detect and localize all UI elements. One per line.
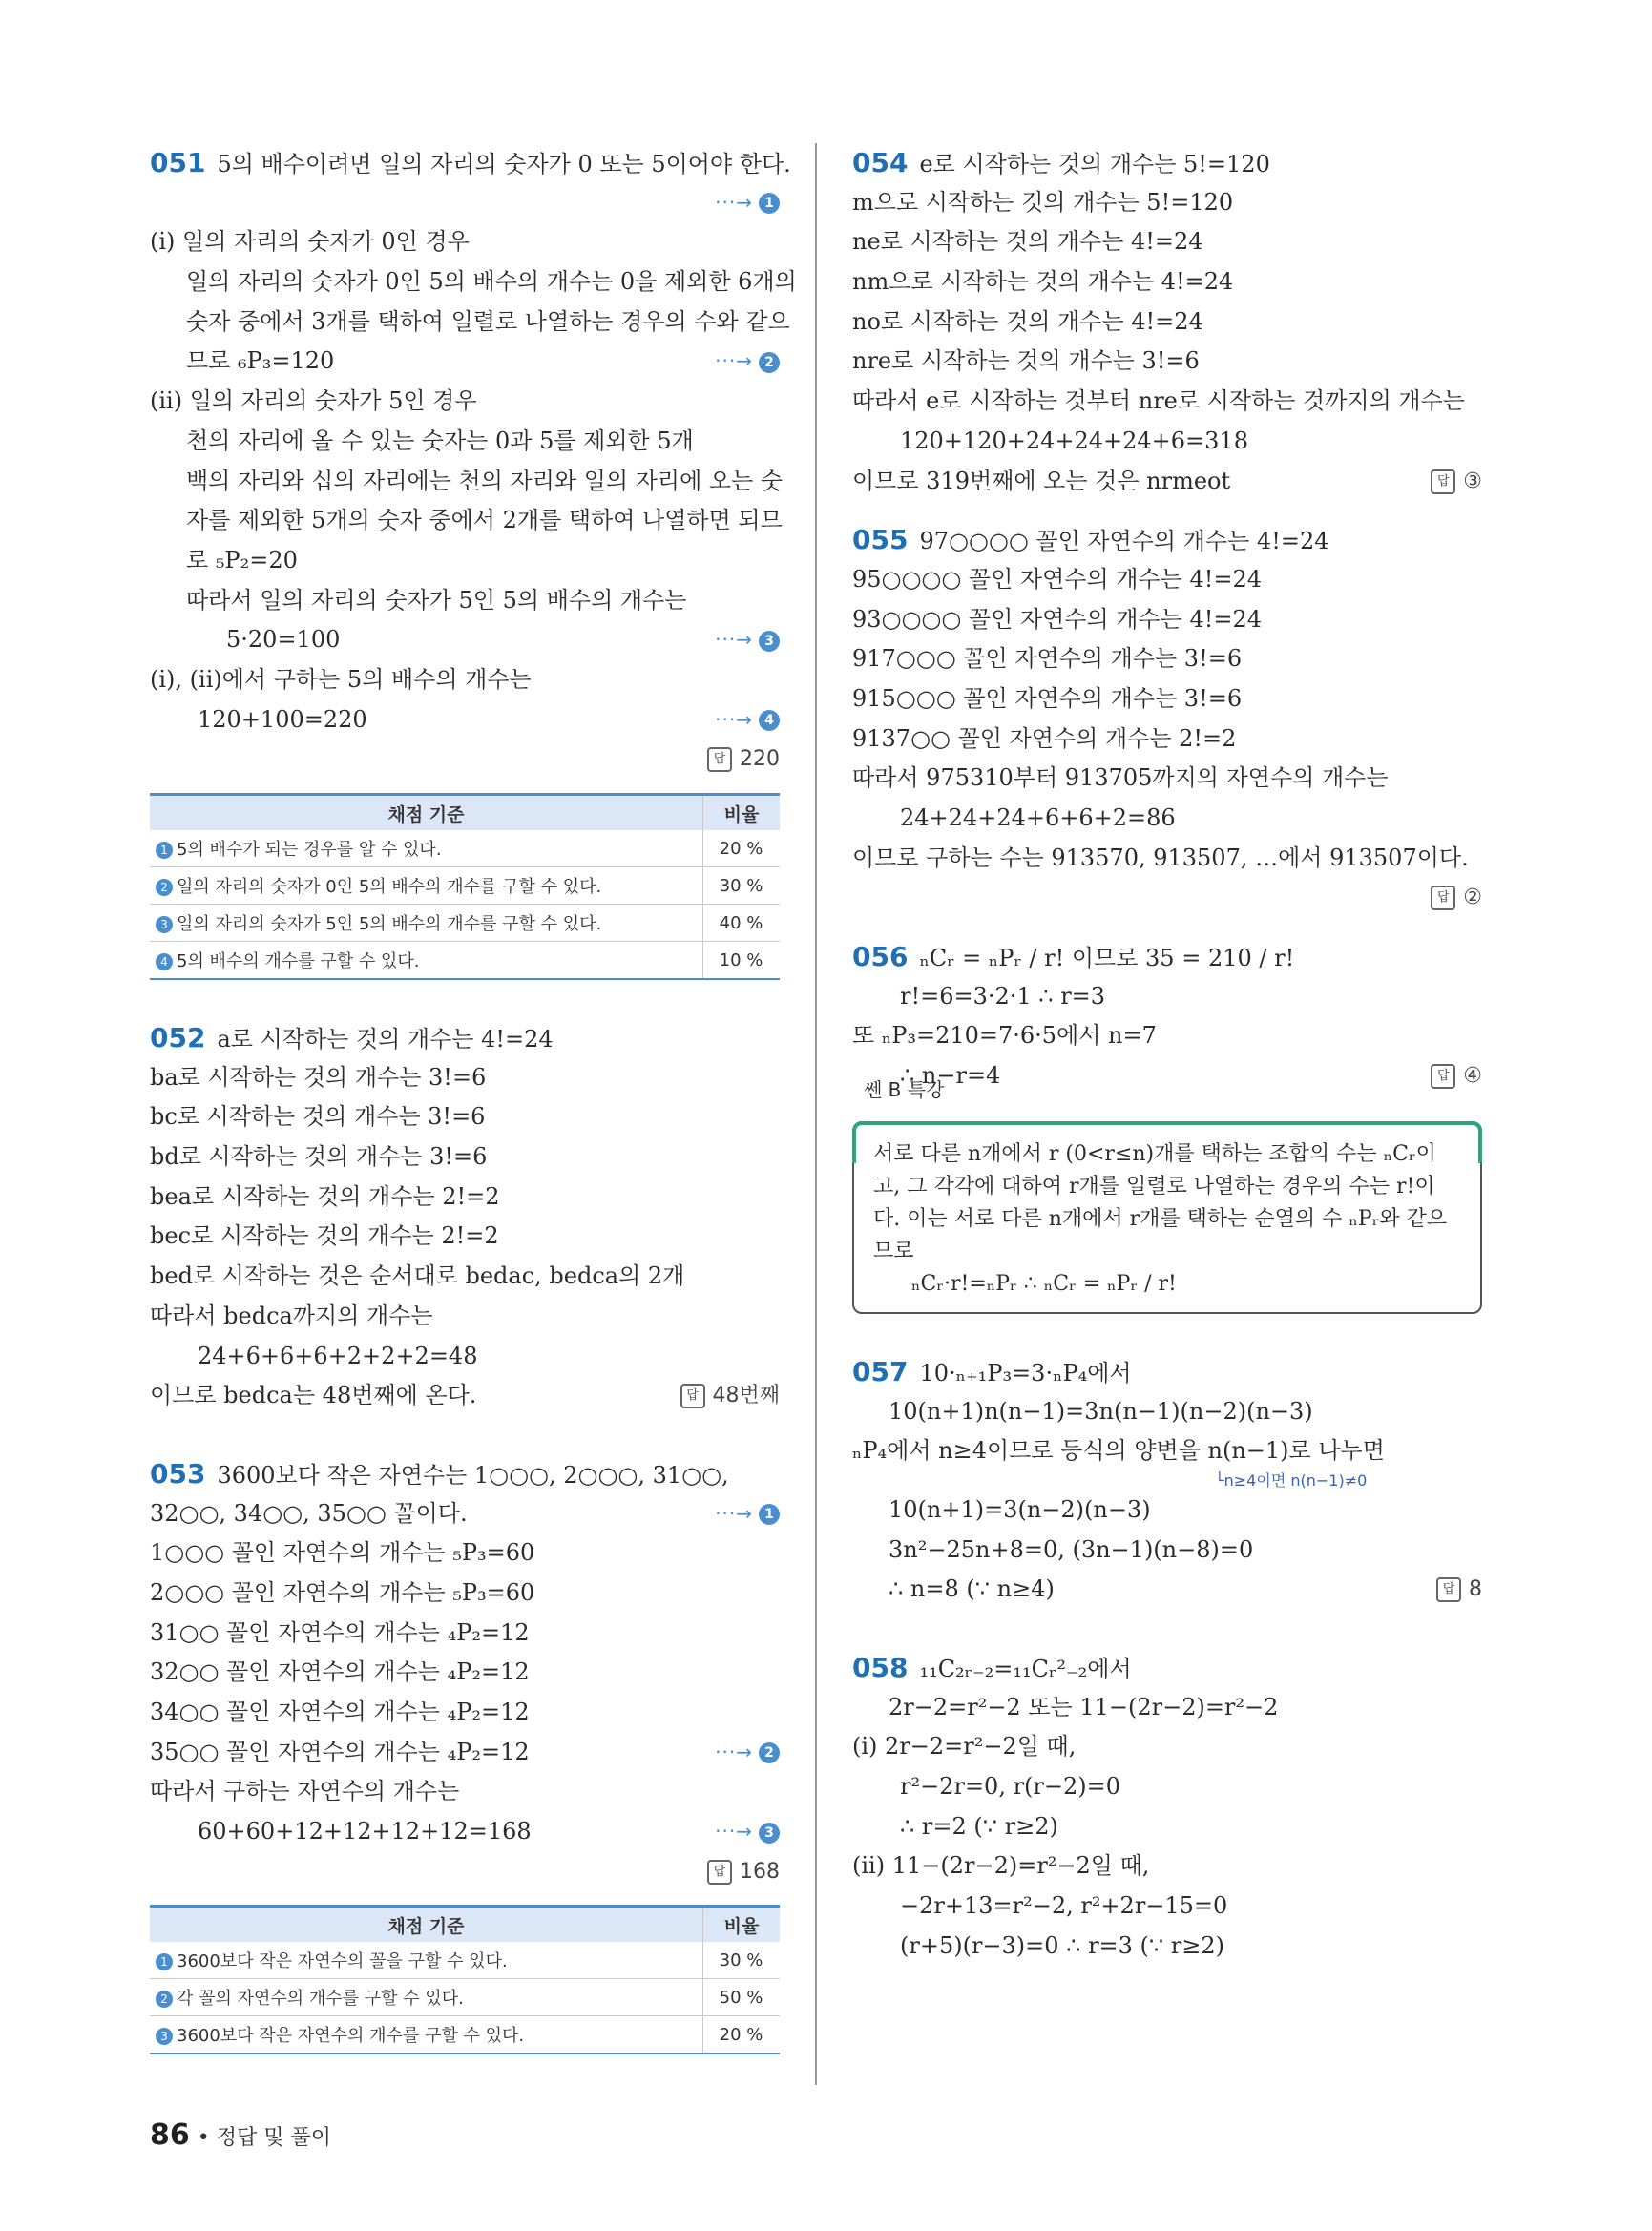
answer-box-icon: 답 [1431,1064,1455,1089]
step-marker: ···→ 3 [715,1812,780,1852]
table-row: 3 일의 자리의 숫자가 5인 5의 배수의 개수를 구할 수 있다. 40 % [150,905,780,942]
problem-052: 052 a로 시작하는 것의 개수는 4!=24 ba로 시작하는 것의 개수는 3!=6 bc로 시작하는 것의 개수는 3!=6 bd로 시작하는 것의 개수는 3!=6 bea로 시작하는 것의 개수는 2!=2 bec로 시작하는 것의 개수는 2!=2 bed로 시작하는 것은 순서대로 bedac, bedca의 2개 따라서 bedca까지의 개수는 24+6+6+6+2+2+2=48 이므로 bedca는 48번째에 온다. 답 48번째 [150,1018,780,1416]
problem-number: 056 [852,941,909,973]
right-column [852,143,1482,1966]
problem-054: 054 e로 시작하는 것의 개수는 5!=120 m으로 시작하는 것의 개수는 5!=120 ne로 시작하는 것의 개수는 4!=24 nm으로 시작하는 것의 개수는 4!=24 no로 시작하는 것의 개수는 4!=24 nre로 시작하는 것의 개수는 3!=6 따라서 e로 시작하는 것부터 nre로 시작하는 것까지의 개수는 120+120+24+24+24+6=318 이므로 319번째에 오는 것은 nrmeot 답 ③ [852,143,1482,501]
answer-box-icon: 답 [680,1384,705,1408]
step-marker-icon: 1 [759,193,780,214]
answer: 답 168 [707,1852,780,1892]
problem-number: 054 [852,147,909,178]
page-number: 86 [150,2118,190,2152]
table-row: 2 각 꼴의 자연수의 개수를 구할 수 있다. 50 % [150,1979,780,2016]
answer: 답 ② [1431,878,1482,918]
problem-number: 053 [150,1457,206,1490]
problem-number: 055 [852,524,909,556]
answer-box-icon: 답 [707,1860,732,1885]
grading-table-051: 채점 기준 비율 1 5의 배수가 되는 경우를 알 수 있다. 20 % 2 일의 자리의 숫자가 0인 5의 배수의 개수를 구할 수 있다. 30 % 3 일의 자리의 숫자가 5인 5의 배수의 개수를 구할 수 있다. 40 % 4 5의 배수의 개수를 구할 수 있다. 10 % [150,793,780,980]
column-divider [815,143,817,2085]
problem-055: 055 97○○○○ 꼴인 자연수의 개수는 4!=24 95○○○○ 꼴인 자연수의 개수는 4!=24 93○○○○ 꼴인 자연수의 개수는 4!=24 917○○○ 꼴인 자연수의 개수는 3!=6 915○○○ 꼴인 자연수의 개수는 3!=6 9137○○ 꼴인 자연수의 개수는 2!=2 따라서 975310부터 913705까지의 자연수의 개수는 24+24+24+6+6+2=86 이므로 구하는 수는 913570, 913507, …에서 913507이다. 답 ② [852,520,1482,918]
step-marker: ···→ 4 [715,700,780,740]
answer-box-icon: 답 [1431,469,1455,494]
answer: 답 220 [707,740,780,780]
problem-number: 058 [852,1651,909,1683]
answer-box-icon: 답 [1436,1577,1461,1602]
problem-number: 052 [150,1022,206,1053]
step-marker-icon: 2 [759,352,780,373]
table-row: 3 3600보다 작은 자연수의 개수를 구할 수 있다. 20 % [150,2016,780,2054]
step-marker: ···→ 1 [715,1494,780,1534]
answer: 답 8 [1436,1570,1482,1610]
problem-057: 057 10·ₙ₊₁P₃=3·ₙP₄에서 10(n+1)n(n−1)=3n(n−1)(n−2)(n−3) ₙP₄에서 n≥4이므로 등식의 양변을 n(n−1)로 나누면 └n≥4이면 n(n−1)≠0 10(n+1)=3(n−2)(n−3) 3n²−25n+8=0, (3n−1)(n−8)=0 ∴ n=8 (∵ n≥4) 답 8 [852,1352,1482,1610]
grading-table-053: 채점 기준 비율 1 3600보다 작은 자연수의 꼴을 구할 수 있다. 30 % 2 각 꼴의 자연수의 개수를 구할 수 있다. 50 % 3 3600보다 작은 자연수의 개수를 구할 수 있다. 20 % [150,1905,780,2054]
answer: 답 ③ [1431,462,1482,502]
problem-053: 053 3600보다 작은 자연수는 1○○○, 2○○○, 31○○, 32○○, 34○○, 35○○ 꼴이다. ···→ 1 1○○○ 꼴인 자연수의 개수는 ₅P₃=60 2○○○ 꼴인 자연수의 개수는 ₅P₃=60 31○○ 꼴인 자연수의 개수는 ₄P₂=12 32○○ 꼴인 자연수의 개수는 ₄P₂=12 34○○ 꼴인 자연수의 개수는 ₄P₂=12 35○○ 꼴인 자연수의 개수는 ₄P₂=12 ···→ 2 따라서 구하는 자연수의 개수는 60+60+12+12+12+12=168 ···→ 3 답 168 [150,1454,780,1892]
step-marker: ···→ 3 [715,620,780,660]
answer-box-icon: 답 [1431,886,1455,910]
problem-number: 051 [150,147,206,178]
step-marker-icon: 2 [759,1742,780,1763]
tip-label: 쎈 B 특강 [864,1077,945,1101]
page-footer [150,2118,331,2152]
answer-box-icon: 답 [707,747,732,772]
step-marker-icon: 1 [759,1504,780,1525]
table-row: 4 5의 배수의 개수를 구할 수 있다. 10 % [150,942,780,980]
step-marker-icon: 3 [759,1823,780,1844]
tip-box: 쎈 B 특강 서로 다른 n개에서 r (0<r≤n)개를 택하는 조합의 수는 ₙCᵣ이 고, 그 각각에 대하여 r개를 일렬로 나열하는 경우의 수는 r!이 다. 이는 서로 다른 n개에서 r개를 택하는 순열의 수 ₙPᵣ와 같으 므로 ₙCᵣ·r!=ₙPᵣ ∴ ₙCᵣ = ₙPᵣ / r! [852,1121,1482,1314]
step-marker: ···→ 1 [715,183,780,223]
table-row: 1 5의 배수가 되는 경우를 알 수 있다. 20 % [150,830,780,867]
footer-label: • 정답 및 풀이 [197,2126,331,2150]
problem-058: 058 ₁₁C₂ᵣ₋₂=₁₁Cᵣ²₋₂에서 2r−2=r²−2 또는 11−(2r−2)=r²−2 (i) 2r−2=r²−2일 때, r²−2r=0, r(r−2)=0 ∴ r=2 (∵ r≥2) (ii) 11−(2r−2)=r²−2일 때, −2r+13=r²−2, r²+2r−15=0 (r+5)(r−3)=0 ∴ r=3 (∵ r≥2) [852,1651,1279,1959]
step-marker-icon: 4 [759,710,780,731]
problem-051: 051 5의 배수이려면 일의 자리의 숫자가 0 또는 5이어야 한다. ···→ 1 (i) 일의 자리의 숫자가 0인 경우 일의 자리의 숫자가 0인 5의 배수의 개수는 0을 제외한 6개의 숫자 중에서 3개를 택하여 일렬로 나열하는 경우의 수와 같으 므로 ₆P₃=120 ···→ 2 (ii) 일의 자리의 숫자가 5인 경우 천의 자리에 올 수 있는 숫자는 0과 5를 제외한 5개 백의 자리와 십의 자리에는 천의 자리와 일의 자리에 오는 숫 자를 제외한 5개의 숫자 중에서 2개를 택하여 나열하면 되므 로 ₅P₂=20 따라서 일의 자리의 숫자가 5인 5의 배수의 개수는 5·20=100 ···→ 3 (i), (ii)에서 구하는 5의 배수의 개수는 120+100=220 ···→ 4 답 220 [150,143,780,780]
table-row: 1 3600보다 작은 자연수의 꼴을 구할 수 있다. 30 % [150,1942,780,1979]
problem-number: 057 [852,1355,909,1387]
step-marker-icon: 3 [759,631,780,652]
problem-056: 056 ₙCᵣ = ₙPᵣ / r! 이므로 35 = 210 / r! r!=6=3·2·1 ∴ r=3 또 ₙP₃=210=7·6·5에서 n=7 ∴ n−r=4 답 ④ 쎈 B 특강 서로 다른 n개에서 r (0<r≤n)개를 택하는 조합의 수는 ₙCᵣ이 고, 그 각각에 대하여 r개를 일렬로 나열하는 경우의 수는 r!이 다. 이는 서로 다른 n개에서 r개를 택하는 순열의 수 ₙPᵣ와 같으 므로 ₙCᵣ·r!=ₙPᵣ ∴ ₙCᵣ = ₙPᵣ / r! [852,937,1482,1314]
answer: 답 48번째 [680,1376,781,1416]
annotation-note: └n≥4이면 n(n−1)≠0 [1215,1470,1368,1490]
table-row: 2 일의 자리의 숫자가 0인 5의 배수의 개수를 구할 수 있다. 30 % [150,867,780,905]
left-column [150,143,797,2054]
answer: 답 ④ [1431,1056,1482,1096]
step-marker: ···→ 2 [715,342,780,382]
step-marker: ···→ 2 [715,1733,780,1773]
